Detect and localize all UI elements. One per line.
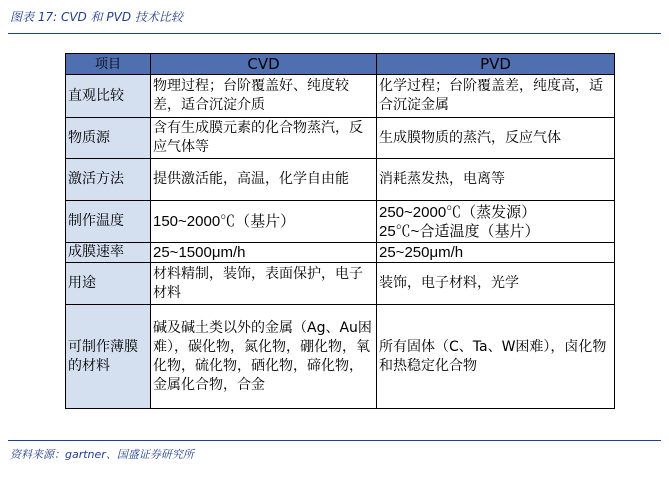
- table-row: [66, 263, 615, 305]
- header-cvd: CVD: [151, 54, 377, 75]
- row-label: 成膜速率: [66, 243, 151, 263]
- table-row: [66, 118, 615, 159]
- top-divider: [8, 33, 661, 34]
- pvd-cell: 消耗蒸发热，电离等: [377, 159, 615, 201]
- row-label: 直观比较: [66, 75, 151, 118]
- table-row: [66, 305, 615, 409]
- pvd-cell: 25~250μm/h: [377, 243, 615, 263]
- table-row: [66, 243, 615, 263]
- header-item: 项目: [66, 54, 151, 75]
- cvd-cell: 碱及碱土类以外的金属（Ag、Au困难），碳化物，氮化物，硼化物，氧化物，硫化物，硒化物，碲化物，金属化合物，合金: [151, 305, 377, 409]
- comparison-table: [65, 53, 615, 409]
- cvd-cell: 提供激活能，高温，化学自由能: [151, 159, 377, 201]
- pvd-temp-source: 250~2000℃（蒸发源）: [379, 203, 537, 221]
- row-label: 制作温度: [66, 201, 151, 243]
- table-row: [66, 159, 615, 201]
- pvd-cell: 所有固体（C、Ta、W困难），卤化物和热稳定化合物: [377, 305, 615, 409]
- source-note: 资料来源：gartner、国盛证券研究所: [10, 448, 194, 461]
- header-pvd: PVD: [377, 54, 615, 75]
- pvd-cell: [377, 201, 615, 243]
- row-label: 物质源: [66, 118, 151, 159]
- pvd-cell: 装饰，电子材料，光学: [377, 263, 615, 305]
- table-row: [66, 201, 615, 243]
- row-label: 用途: [66, 263, 151, 305]
- cvd-cell: 物理过程；台阶覆盖好、纯度较差，适合沉淀介质: [151, 75, 377, 118]
- row-label: 激活方法: [66, 159, 151, 201]
- cvd-cell: 材料精制，装饰，表面保护，电子材料: [151, 263, 377, 305]
- figure-caption: 图表 17: CVD 和 PVD 技术比较: [10, 10, 183, 24]
- table-row: [66, 75, 615, 118]
- cvd-cell: 150~2000℃（基片）: [151, 201, 377, 243]
- pvd-cell: 化学过程；台阶覆盖差，纯度高，适合沉淀金属: [377, 75, 615, 118]
- cvd-cell: 含有生成膜元素的化合物蒸汽，反应气体等: [151, 118, 377, 159]
- row-label: 可制作薄膜的材料: [66, 305, 151, 409]
- header-row: [66, 54, 615, 75]
- pvd-temp-substrate: 25℃~合适温度（基片）: [379, 222, 540, 240]
- pvd-cell: 生成膜物质的蒸汽，反应气体: [377, 118, 615, 159]
- cvd-cell: 25~1500μm/h: [151, 243, 377, 263]
- bottom-divider: [8, 440, 661, 441]
